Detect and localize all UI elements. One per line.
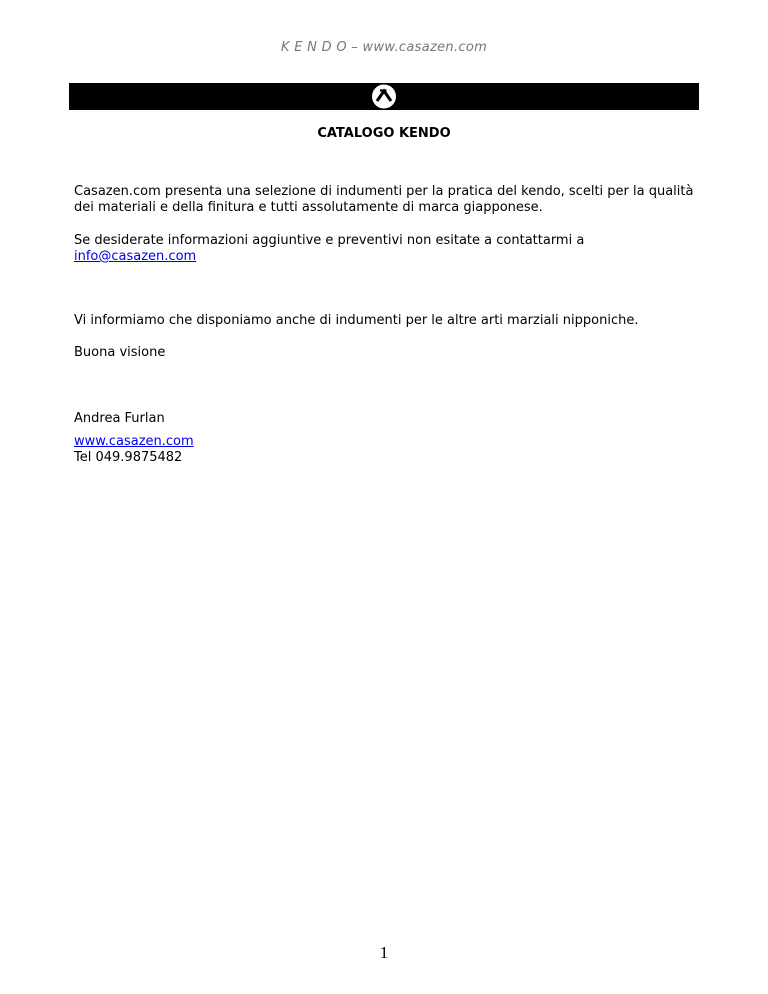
contact-paragraph — [74, 233, 704, 265]
page-number: 1 — [379, 943, 389, 962]
contact-text: Se desiderate informazioni aggiuntive e preventivi non esitate a contattarmi a — [74, 233, 585, 248]
info-paragraph: Vi informiamo che disponiamo anche di indumenti per le altre arti marziali nipponiche. — [74, 313, 639, 328]
page-header: K E N D O – www.casazen.com — [280, 40, 488, 55]
page-title: CATALOGO KENDO — [317, 126, 451, 141]
banner-bar — [69, 83, 699, 110]
signature-name: Andrea Furlan — [74, 411, 165, 426]
signature-contact — [74, 434, 704, 466]
casazen-logo-icon — [370, 83, 398, 110]
intro-line-2: dei materiali e della finitura e tutti assolutamente di marca giapponese. — [74, 200, 543, 215]
website-link[interactable]: www.casazen.com — [74, 434, 194, 449]
email-link[interactable]: info@casazen.com — [74, 249, 197, 264]
phone-number: Tel 049.9875482 — [74, 450, 183, 465]
greeting-text: Buona visione — [74, 345, 166, 360]
intro-paragraph — [74, 184, 704, 216]
intro-line-1: Casazen.com presenta una selezione di indumenti per la pratica del kendo, scelti per la qualità — [74, 184, 694, 199]
